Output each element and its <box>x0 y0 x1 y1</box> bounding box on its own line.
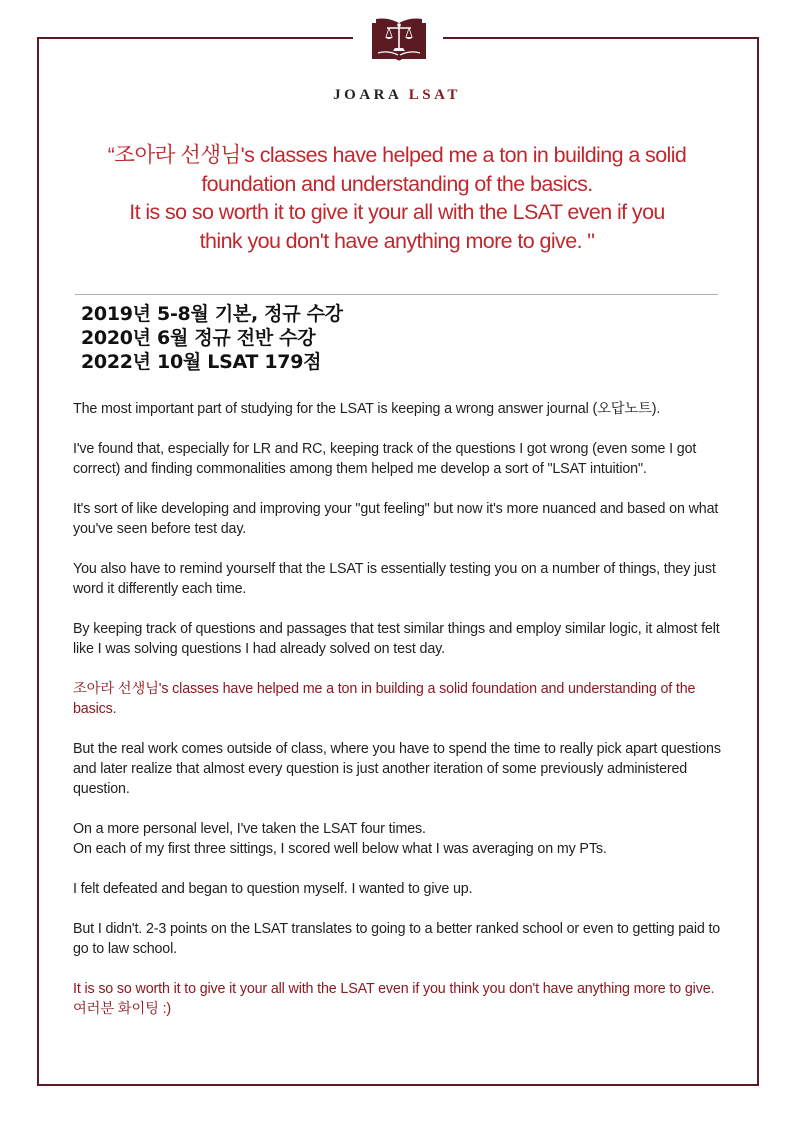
paragraph: I felt defeated and began to question myself. I wanted to give up. <box>73 881 473 897</box>
history-line: 2019년 5-8월 기본, 정규 수강 <box>81 303 343 325</box>
frame-top-line-left <box>37 37 353 39</box>
course-history <box>81 302 343 374</box>
testimonial-body <box>73 399 723 1039</box>
paragraph: By keeping track of questions and passages that test similar things and employ similar logic, it almost felt like I was solving questions I had already solved on test day. <box>73 621 720 657</box>
paragraph-line: On each of my first three sittings, I scored well below what I was averaging on my PTs. <box>73 841 607 857</box>
book-scales-icon <box>370 17 428 63</box>
paragraph: I've found that, especially for LR and RC, keeping track of the questions I got wrong (even some I got correct) and finding commonalities among them helped me develop a sort of "LSAT intuition". <box>73 441 697 477</box>
brand-logo <box>0 87 794 104</box>
brand-name-part2: LSAT <box>408 87 461 103</box>
paragraph-line: On a more personal level, I've taken the LSAT four times. <box>73 821 426 837</box>
quote-line: It is so so worth it to give it your all with the LSAT even if you <box>129 200 665 224</box>
headline-quote <box>60 141 734 255</box>
quote-line: foundation and understanding of the basics. <box>201 171 593 196</box>
paragraph: But I didn't. 2-3 points on the LSAT translates to going to a better ranked school or even to getting paid to go to law school. <box>73 921 721 957</box>
paragraph: It's sort of like developing and improving your "gut feeling" but now it's more nuanced and based on what you've seen before test day. <box>73 501 719 537</box>
paragraph: But the real work comes outside of class, where you have to spend the time to really pick apart questions and later realize that almost every question is just another iteration of some previously administered question. <box>73 741 721 797</box>
quote-line: think you don't have anything more to give. " <box>199 228 595 253</box>
paragraph: You also have to remind yourself that the LSAT is essentially testing you on a number of things, they just word it differently each time. <box>73 561 716 597</box>
highlight-paragraph: 조아라 선생님's classes have helped me a ton in building a solid foundation and understanding of the basics. <box>73 681 696 717</box>
section-divider <box>75 294 718 295</box>
history-line: 2020년 6월 정규 전반 수강 <box>81 327 316 349</box>
frame-top-line-right <box>443 37 759 39</box>
history-line: 2022년 10월 LSAT 179점 <box>81 351 322 373</box>
paragraph: The most important part of studying for the LSAT is keeping a wrong answer journal (오답노트). <box>73 401 661 417</box>
brand-name-part1: JOARA <box>333 87 402 103</box>
quote-line: “조아라 선생님's classes have helped me a ton in building a solid <box>107 143 687 167</box>
closing-paragraph: It is so so worth it to give it your all with the LSAT even if you think you don't have anything more to give. 여러분 화이팅 :) <box>73 981 715 1017</box>
paragraph <box>73 819 723 859</box>
